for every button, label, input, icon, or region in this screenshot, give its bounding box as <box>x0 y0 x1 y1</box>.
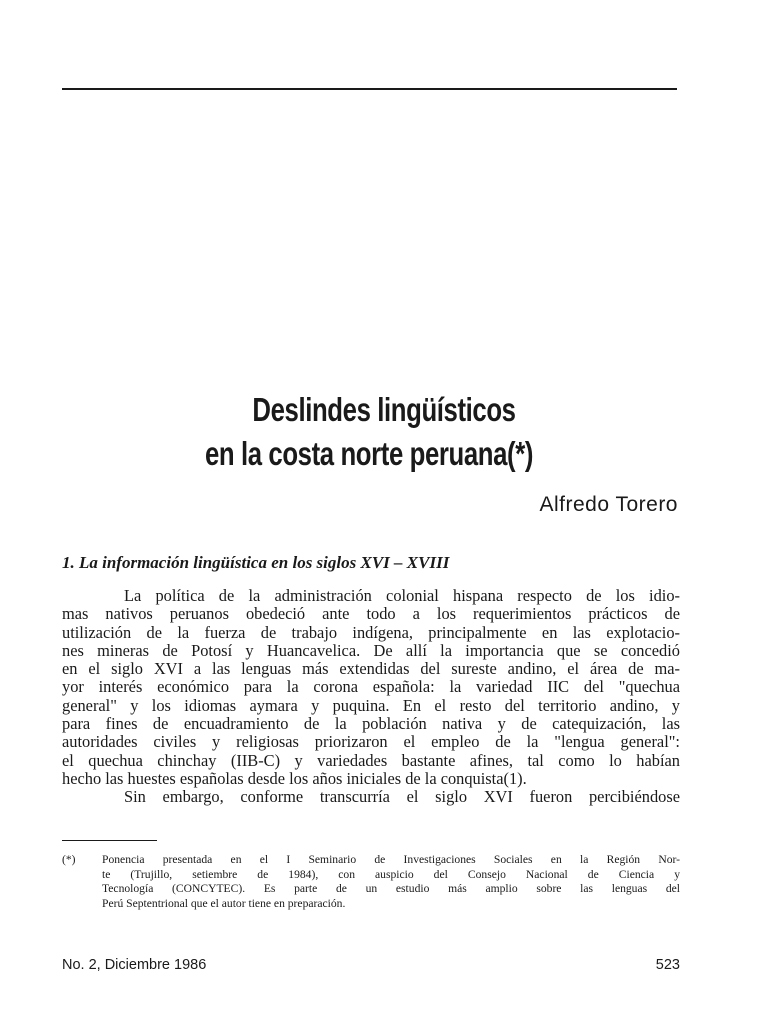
footnote-text <box>102 853 680 911</box>
paragraph-line: para fines de encuadramiento de la población nativa y de catequización, las <box>62 714 680 734</box>
footnote-line: Tecnología (CONCYTEC). Es parte de un estudio más amplio sobre las lenguas del <box>102 882 680 896</box>
paragraph-line: Sin embargo, conforme transcurría el siglo XVI fueron percibiéndose <box>124 787 680 807</box>
body-paragraph <box>62 587 680 807</box>
paragraph-line: La política de la administración colonial hispana respecto de los idio- <box>124 586 680 605</box>
header-rule <box>62 88 677 90</box>
paragraph-line: autoridades civiles y religiosas priorizaron el empleo de la "lengua general": <box>62 732 680 752</box>
paragraph-line: yor interés económico para la corona española: la variedad IIC del "quechua <box>62 677 680 697</box>
page-number: 523 <box>655 957 680 973</box>
paragraph-line: hecho las huestes españolas desde los años iniciales de la conquista(1). <box>62 768 527 788</box>
paragraph-line: nes mineras de Potosí y Huancavelica. De allí la importancia que se concedió <box>62 640 680 660</box>
paragraph-line: en el siglo XVI a las lenguas más extendidas del sureste andino, el área de ma- <box>62 659 680 679</box>
paragraph-line: utilización de la fuerza de trabajo indígena, principalmente en las explotacio- <box>62 622 680 642</box>
footnote-rule <box>62 840 157 841</box>
title-line-1: Deslindes lingüísticos <box>252 391 516 428</box>
issue-label: No. 2, Diciembre 1986 <box>62 957 207 973</box>
footnote-line: te (Trujillo, setiembre de 1984), con auspicio del Consejo Nacional de Ciencia y <box>102 867 680 881</box>
author-name: Alfredo Torero <box>539 493 678 516</box>
article-title <box>60 388 678 476</box>
paragraph-line: general" y los idiomas aymara y puquina. En el resto del territorio andino, y <box>62 695 680 715</box>
footnote-marker: (*) <box>62 853 76 866</box>
paragraph-line: mas nativos peruanos obedeció ante todo a los requerimientos prácticos de <box>62 604 680 624</box>
title-line-2: en la costa norte peruana(*) <box>204 435 534 472</box>
paragraph-line: el quechua chinchay (IIB-C) y variedades bastante afines, tal como lo habían <box>62 750 680 770</box>
section-heading: 1. La información lingüística en los siglos XVI – XVIII <box>62 553 450 572</box>
footnote-line: Ponencia presentada en el I Seminario de Investigaciones Sociales en la Región Nor- <box>102 853 680 866</box>
footnote-line: Perú Septentrional que el autor tiene en preparación. <box>102 896 346 910</box>
footnote <box>62 853 680 911</box>
